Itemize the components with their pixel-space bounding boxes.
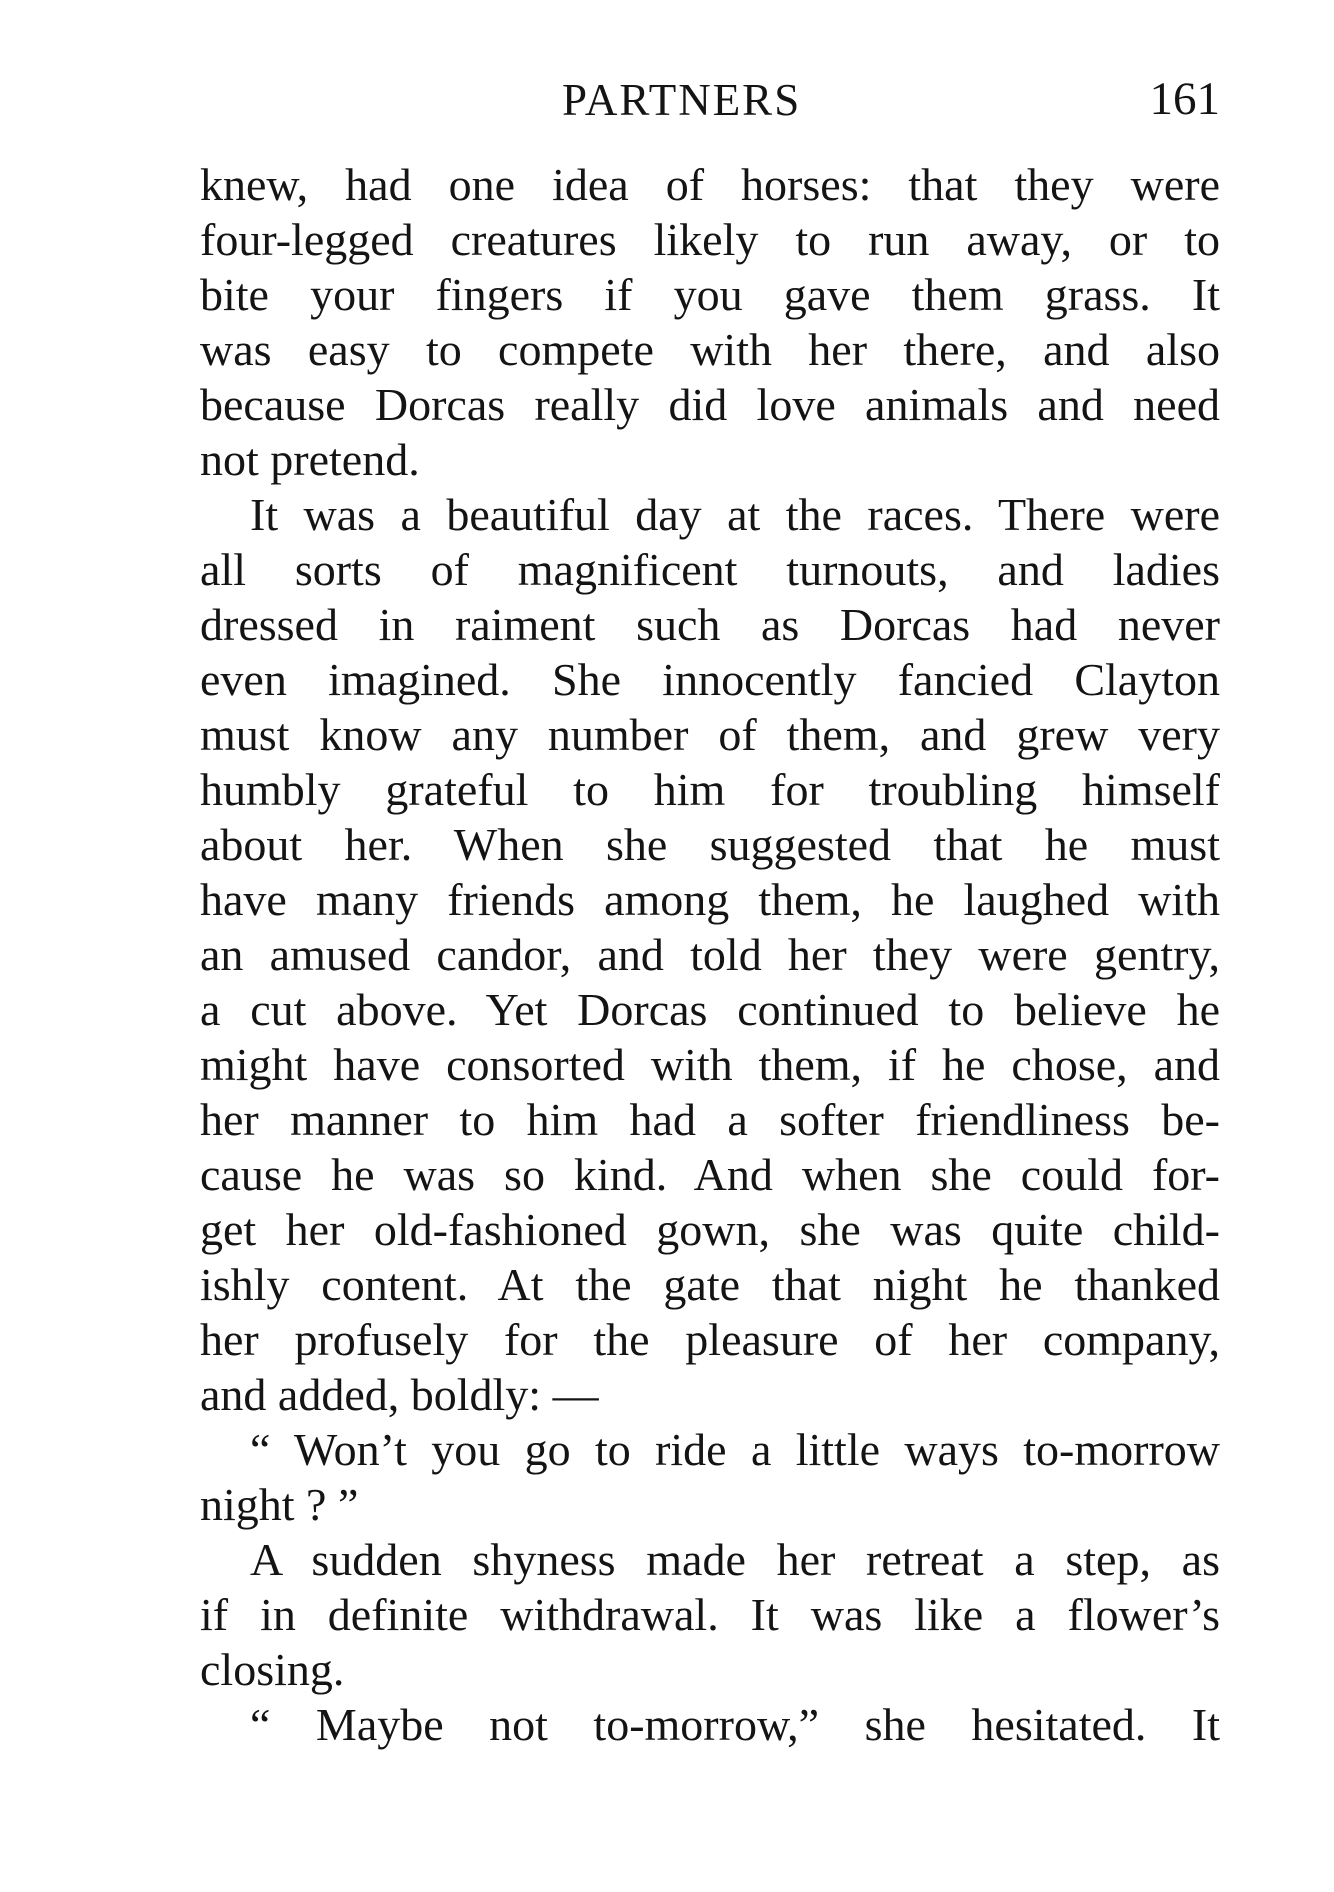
running-head: PARTNERS [562,75,802,125]
text-line: night ? ” [200,1479,359,1530]
page-number: 161 [1149,73,1220,125]
text-line: A sudden shyness made her retreat a step, as [250,1534,1220,1585]
text-line: was easy to compete with her there, and also [200,324,1220,375]
text-line: have many friends among them, he laughed with [200,874,1220,925]
text-line: because Dorcas really did love animals and need [200,379,1220,430]
text-line: four-legged creatures likely to run away, or to [200,214,1220,265]
text-line: “ Maybe not to-morrow,” she hesitated. It [250,1699,1220,1750]
text-line: an amused candor, and told her they were gentry, [200,929,1220,980]
text-line: “ Won’t you go to ride a little ways to-morrow [250,1424,1220,1475]
text-line: about her. When she suggested that he must [200,819,1220,870]
text-line: a cut above. Yet Dorcas continued to believe he [200,984,1220,1035]
text-line: ishly content. At the gate that night he thanked [200,1259,1220,1310]
page-header [200,74,1220,134]
text-line: closing. [200,1644,345,1695]
text-line: all sorts of magnificent turnouts, and ladies [200,544,1220,595]
text-line: even imagined. She innocently fancied Clayton [200,654,1220,705]
body-text [200,157,1220,1752]
text-line: not pretend. [200,434,420,485]
text-line: if in definite withdrawal. It was like a flower’s [200,1589,1220,1640]
text-line: must know any number of them, and grew very [200,709,1220,760]
text-line: bite your fingers if you gave them grass. It [200,269,1220,320]
text-line: and added, boldly: — [200,1369,599,1420]
text-line: knew, had one idea of horses: that they were [200,159,1220,210]
text-line: her manner to him had a softer friendliness be- [200,1094,1220,1145]
text-line: humbly grateful to him for troubling himself [200,764,1220,815]
text-line: cause he was so kind. And when she could for- [200,1149,1220,1200]
text-line: her profusely for the pleasure of her company, [200,1314,1220,1365]
text-line: dressed in raiment such as Dorcas had never [200,599,1220,650]
text-line: get her old-fashioned gown, she was quite child- [200,1204,1220,1255]
text-line: might have consorted with them, if he chose, and [200,1039,1220,1090]
text-line: It was a beautiful day at the races. There were [250,489,1220,540]
